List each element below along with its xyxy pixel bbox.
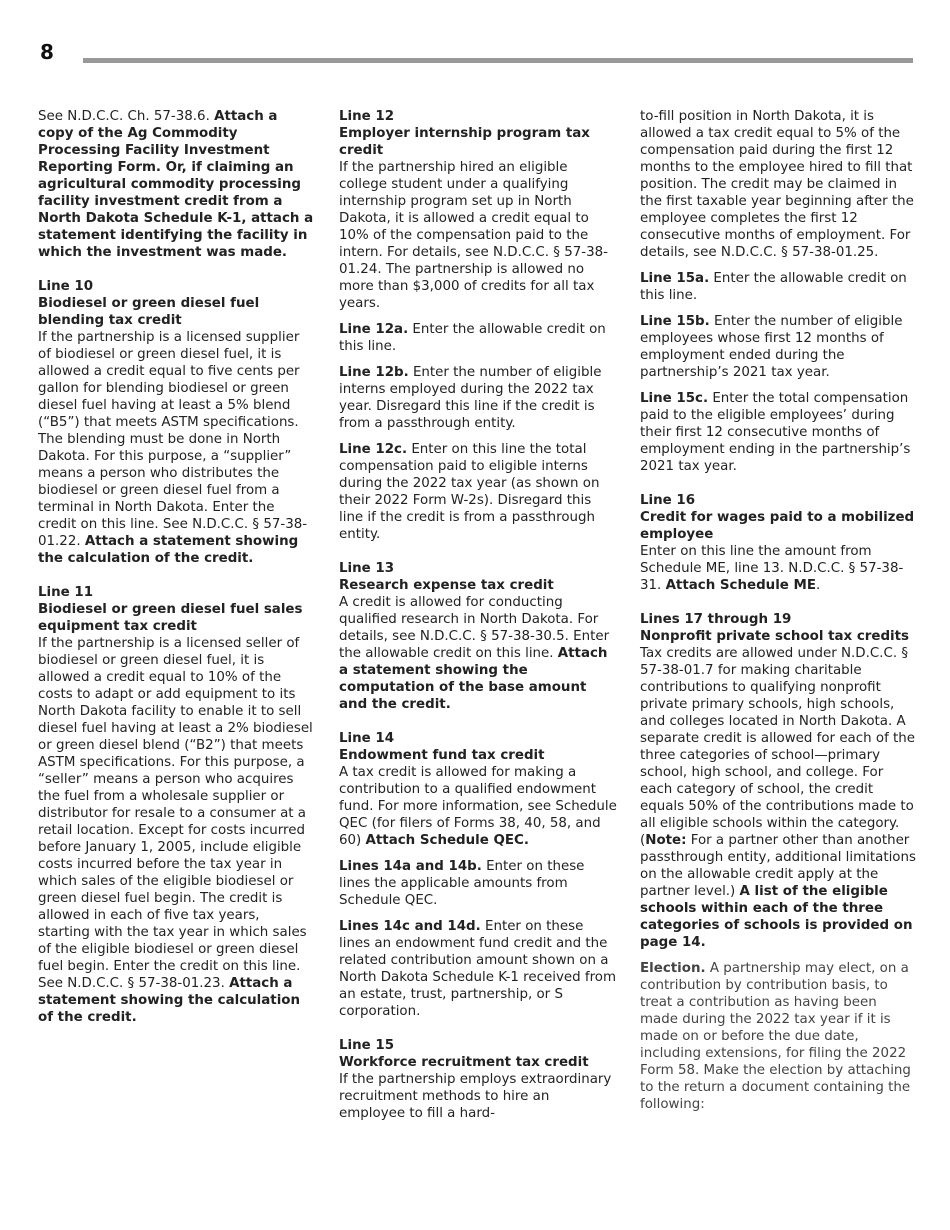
line12a-paragraph [339,321,617,355]
column-3 [640,108,916,1113]
line15a-label: Line 15a. [640,271,710,286]
line14cd-text: Enter on these lines an endowment fund credit and the related contribution amount shown on a North Dakota Schedule K-1 received from an estate, trust, partnership, or S corporation. [339,919,617,1019]
line10-section [38,278,314,567]
line16-heading: Line 16 [640,493,696,508]
line12b-label: Line 12b. [339,365,409,380]
line15b-text: Enter the number of eligible employees whose first 12 months of employment ended during the partnership’s 2021 tax year. [640,314,903,380]
election-label: Election. [640,961,706,976]
line15-body: If the partnership employs extraordinary recruitment methods to hire an employee to fill a hard- [339,1072,612,1121]
intro-paragraph [38,108,314,261]
note-label: Note: [645,833,687,848]
line14-heading: Line 14 [339,731,395,746]
line15a-paragraph [640,270,916,304]
line15b-paragraph [640,313,916,381]
line12c-paragraph [339,441,617,543]
column-1 [38,108,314,1026]
line14-subheading: Endowment fund tax credit [339,748,545,763]
column-2 [339,108,617,1122]
line15-section [339,1037,617,1122]
line14-bold-text: Attach Schedule QEC. [365,833,529,848]
line17-19-text: Tax credits are allowed under N.D.C.C. § 57-38-01.7 for making charitable contributions to qualifying nonprofit private primary schools, high schools, and colleges located in North Dakota. A separate credit is allowed for each of the three categories of school—primary school, high school, and college. For each category of school, the credit equals 50% of the contributions made to all eligible schools within the category. ( [640,646,916,848]
line10-body [38,329,314,567]
line11-body [38,635,314,1026]
election-paragraph [640,960,916,1113]
line13-text: A credit is allowed for conducting qualified research in North Dakota. For details, see N.D.C.C. § 57-38-30.5. Enter the allowable credit on this line. [339,595,610,661]
line15b-label: Line 15b. [640,314,710,329]
line14cd-label: Lines 14c and 14d. [339,919,481,934]
line15c-text: Enter the total compensation paid to the eligible employees’ during their first 12 consecutive months of employment ending in the partnership’s 2021 tax year. [640,391,911,474]
line14ab-paragraph [339,858,617,909]
line11-text: If the partnership is a licensed seller of biodiesel or green diesel fuel, it is allowed a credit equal to 10% of the costs to adapt or add equipment to its North Dakota facility to enable it to sell diesel fuel having at least a 2% biodiesel or green diesel blend (“B2”) that meets ASTM specifications. For this purpose, a “seller” means a person who acquires the fuel from a wholesale supplier or distributor for resale to a consumer at a retail location. Except for costs incurred before January 1, 2005, include eligible costs incurred before the tax year in which sales of the eligible biodiesel or green diesel fuel begin. The credit is allowed in each of five tax years, starting with the tax year in which sales of the eligible biodiesel or green diesel fuel begin. Enter the credit on this line. See N.D.C.C. § 57-38-01.23. [38,636,313,991]
line17-19-bold-text: A list of the eligible schools within each of the three categories of schools is provided on page 14. [640,884,913,950]
line15c-paragraph [640,390,916,475]
line12c-text: Enter on this line the total compensation paid to eligible interns during the 2022 tax year (as shown on their 2022 Form W-2s). Disregard this line if the credit is from a passthrough entity. [339,442,600,542]
line16-section [640,492,916,594]
line17-19-subheading: Nonprofit private school tax credits [640,629,910,644]
line15-subheading: Workforce recruitment tax credit [339,1055,589,1070]
line15-continued: to-fill position in North Dakota, it is allowed a tax credit equal to 5% of the compensation paid during the first 12 months to the employee hired to fill that position. The credit may be claimed in the first taxable year beginning after the employee completes the first 12 consecutive months of employment. For details, see N.D.C.C. § 57-38-01.25. [640,109,914,260]
line16-subheading: Credit for wages paid to a mobilized employee [640,510,915,542]
line13-bold-text: Attach a statement showing the computation of the base amount and the credit. [339,646,608,712]
line14-body [339,764,617,849]
intro-text: See N.D.C.C. Ch. 57-38.6. [38,109,215,124]
line10-heading: Line 10 [38,279,94,294]
line12a-text: Enter the allowable credit on this line. [339,322,606,354]
line12a-label: Line 12a. [339,322,409,337]
line12c-label: Line 12c. [339,442,408,457]
intro-bold-text: Attach a copy of the Ag Commodity Processing Facility Investment Reporting Form. Or, if claiming an agricultural commodity processing facility investment credit from a North Dakota Schedule K-1, attach a statement identifying the facility in which the investment was made. [38,109,314,260]
line13-body [339,594,617,713]
election-text: A partnership may elect, on a contribution by contribution basis, to treat a contribution as having been made during the 2022 tax year if it is made on or before the due date, including extensions, for filing the 2022 Form 58. Make the election by attaching to the return a document containing the following: [640,961,911,1112]
line17-19-body [640,645,916,951]
line12-heading: Line 12 [339,109,395,124]
line16-text: Enter on this line the amount from Schedule ME, line 13. N.D.C.C. § 57-38-31. [640,544,904,593]
line14ab-label: Lines 14a and 14b. [339,859,482,874]
line10-subheading: Biodiesel or green diesel fuel blending tax credit [38,296,260,328]
line14-text: A tax credit is allowed for making a contribution to a qualified endowment fund. For more information, see Schedule QEC (for filers of Forms 38, 40, 58, and 60) [339,765,617,848]
line13-subheading: Research expense tax credit [339,578,554,593]
line12-section [339,108,617,312]
line11-bold-text: Attach a statement showing the calculation of the credit. [38,976,301,1025]
line15c-label: Line 15c. [640,391,709,406]
line11-heading: Line 11 [38,585,94,600]
page-number: 8 [40,40,54,64]
line12-subheading: Employer internship program tax credit [339,126,590,158]
header-rule [83,58,913,63]
line12-body: If the partnership hired an eligible college student under a qualifying internship program set up in North Dakota, it is allowed a credit equal to 10% of the compensation paid to the intern. For details, see N.D.C.C. § 57-38-01.24. The partnership is allowed no more than $3,000 of credits for all tax years. [339,160,608,311]
line11-section [38,584,314,1026]
line13-heading: Line 13 [339,561,395,576]
note-text: For a partner other than another passthrough entity, additional limitations on the allowable credit apply at the partner level.) [640,833,916,899]
line14-section [339,730,617,849]
line12b-paragraph [339,364,617,432]
line16-bold-text: Attach Schedule ME [665,578,817,593]
line16-end: . [816,578,821,593]
line17-19-heading: Lines 17 through 19 [640,612,792,627]
line17-19-section [640,611,916,951]
line14cd-paragraph [339,918,617,1020]
line15a-text: Enter the allowable credit on this line. [640,271,907,303]
line10-text: If the partnership is a licensed supplier of biodiesel or green diesel fuel, it is allowed a credit equal to five cents per gallon for blending biodiesel or green diesel fuel having at least a 5% blend (“B5”) that meets ASTM specifications. The blending must be done in North Dakota. For this purpose, a “supplier” means a person who distributes the biodiesel or green diesel fuel from a terminal in North Dakota. Enter the credit on this line. See N.D.C.C. § 57-38-01.22. [38,330,308,549]
line10-bold-text: Attach a statement showing the calculation of the credit. [38,534,299,566]
line13-section [339,560,617,713]
line12b-text: Enter the number of eligible interns employed during the 2022 tax year. Disregard this line if the credit is from a passthrough entity. [339,365,602,431]
line14ab-text: Enter on these lines the applicable amounts from Schedule QEC. [339,859,585,908]
line16-body [640,543,916,594]
line15-heading: Line 15 [339,1038,395,1053]
line11-subheading: Biodiesel or green diesel fuel sales equipment tax credit [38,602,303,634]
